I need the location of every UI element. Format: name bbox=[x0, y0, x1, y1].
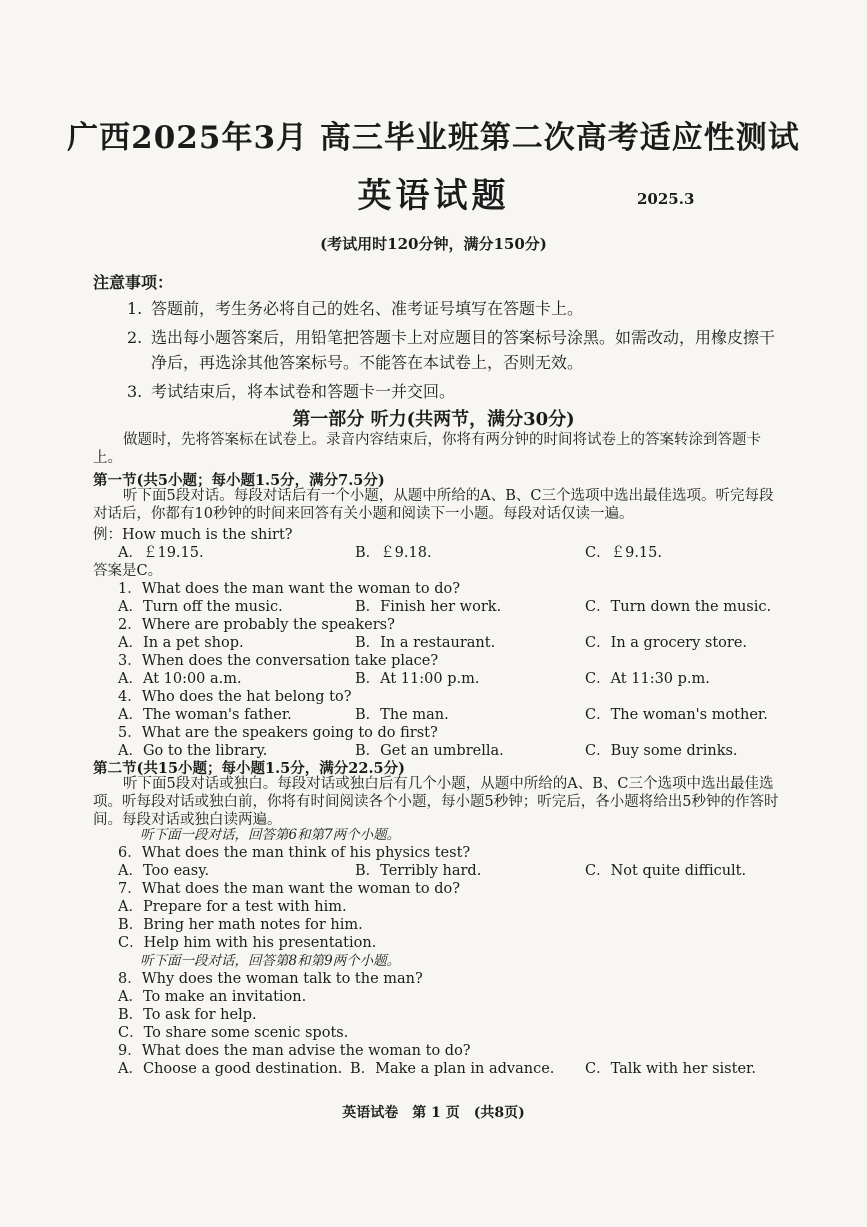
subject-title: 英语试题 bbox=[357, 176, 510, 216]
page-footer: 英语试卷 第 1 页 (共8页) bbox=[342, 1105, 525, 1121]
notice-item bbox=[127, 379, 787, 404]
question-3: 3．When does the conversation take place? bbox=[118, 653, 439, 669]
option-b: B．At 11:00 p.m. bbox=[355, 671, 480, 687]
option-c: C．To share some scenic spots. bbox=[118, 1025, 349, 1041]
option-a: A．To make an invitation. bbox=[118, 989, 307, 1005]
question-1: 1．What does the man want the woman to do? bbox=[118, 581, 461, 597]
example-question: 例：How much is the shirt? bbox=[93, 527, 293, 543]
section2-heading: 第二节(共15小题；每小题1.5分，满分22.5分) bbox=[93, 760, 405, 777]
option-c: C．Turn down the music. bbox=[585, 599, 772, 615]
question-8: 8．Why does the woman talk to the man? bbox=[118, 971, 423, 987]
part1-intro: 做题时，先将答案标在试卷上。录音内容结束后，你将有两分钟的时间将试卷上的答案转涂到答题卡上。 bbox=[93, 432, 761, 466]
time-info: (考试用时120分钟，满分150分) bbox=[320, 235, 547, 253]
option-c: C．Talk with her sister. bbox=[585, 1061, 756, 1077]
exam-title: 广西2025年3月 高三毕业班第二次高考适应性测试 bbox=[67, 120, 800, 156]
option-b: B．In a restaurant. bbox=[355, 635, 496, 651]
notice-num: 1. bbox=[127, 299, 143, 318]
notice-list bbox=[127, 296, 787, 408]
option-b: B．￡9.18. bbox=[355, 545, 432, 561]
option-c: C．Not quite difficult. bbox=[585, 863, 747, 879]
dialog-note: 听下面一段对话，回答第6和第7两个小题。 bbox=[140, 827, 401, 843]
option-a: A．Too easy. bbox=[118, 863, 210, 879]
option-b: B．Terribly hard. bbox=[355, 863, 482, 879]
part1-title: 第一部分 听力(共两节，满分30分) bbox=[292, 409, 575, 430]
option-c: C．At 11:30 p.m. bbox=[585, 671, 710, 687]
option-a: A．The woman's father. bbox=[118, 707, 292, 723]
option-a: A．In a pet shop. bbox=[118, 635, 244, 651]
dialog-note: 听下面一段对话，回答第8和第9两个小题。 bbox=[140, 953, 401, 969]
option-b: B．The man. bbox=[355, 707, 449, 723]
notice-text: 考试结束后，将本试卷和答题卡一并交回。 bbox=[151, 382, 456, 401]
option-c: C．In a grocery store. bbox=[585, 635, 748, 651]
example-answer: 答案是C。 bbox=[93, 563, 163, 579]
exam-date: 2025.3 bbox=[637, 190, 695, 208]
option-b: B．Bring her math notes for him. bbox=[118, 917, 363, 933]
notice-item bbox=[127, 296, 787, 321]
option-c: C．Help him with his presentation. bbox=[118, 935, 377, 951]
option-b: B．Get an umbrella. bbox=[355, 743, 504, 759]
option-b: B．Make a plan in advance. bbox=[350, 1061, 555, 1077]
notice-item bbox=[127, 325, 787, 375]
option-a: A．￡19.15. bbox=[118, 545, 204, 561]
notice-num: 2. bbox=[127, 328, 143, 347]
section1-intro: 听下面5段对话。每段对话后有一个小题，从题中所给的A、B、C三个选项中选出最佳选项。听完每段对话后，你都有10秒钟的时间来回答有关小题和阅读下一小题。每段对话仅读一遍。 bbox=[93, 488, 774, 522]
option-a: A．Prepare for a test with him. bbox=[118, 899, 347, 915]
question-6: 6．What does the man think of his physics test? bbox=[118, 845, 471, 861]
option-b: B．Finish her work. bbox=[355, 599, 502, 615]
question-4: 4．Who does the hat belong to? bbox=[118, 689, 352, 705]
option-a: A．Turn off the music. bbox=[118, 599, 283, 615]
question-9: 9．What does the man advise the woman to do? bbox=[118, 1043, 471, 1059]
option-a: A．Go to the library. bbox=[118, 743, 268, 759]
section2-intro: 听下面5段对话或独白。每段对话或独白后有几个小题，从题中所给的A、B、C三个选项中选出最佳选项。听每段对话或独白前，你将有时间阅读各个小题，每小题5秒钟；听完后，各小题将给出5秒钟的作答时间。每段对话或独白读两遍。 bbox=[93, 776, 779, 828]
option-c: C．The woman's mother. bbox=[585, 707, 768, 723]
option-b: B．To ask for help. bbox=[118, 1007, 257, 1023]
notice-text: 选出每小题答案后，用铅笔把答题卡上对应题目的答案标号涂黑。如需改动，用橡皮擦干净后，再选涂其他答案标号。不能答在本试卷上，否则无效。 bbox=[151, 328, 776, 372]
question-5: 5．What are the speakers going to do first? bbox=[118, 725, 438, 741]
option-a: A．At 10:00 a.m. bbox=[118, 671, 242, 687]
section1-heading: 第一节(共5小题；每小题1.5分，满分7.5分) bbox=[93, 472, 385, 489]
notice-heading: 注意事项： bbox=[93, 273, 174, 292]
option-c: C．Buy some drinks. bbox=[585, 743, 738, 759]
notice-num: 3. bbox=[127, 382, 143, 401]
question-2: 2．Where are probably the speakers? bbox=[118, 617, 395, 633]
option-a: A．Choose a good destination. bbox=[118, 1061, 343, 1077]
option-c: C．￡9.15. bbox=[585, 545, 662, 561]
notice-text: 答题前，考生务必将自己的姓名、准考证号填写在答题卡上。 bbox=[151, 299, 584, 318]
question-7: 7．What does the man want the woman to do? bbox=[118, 881, 461, 897]
